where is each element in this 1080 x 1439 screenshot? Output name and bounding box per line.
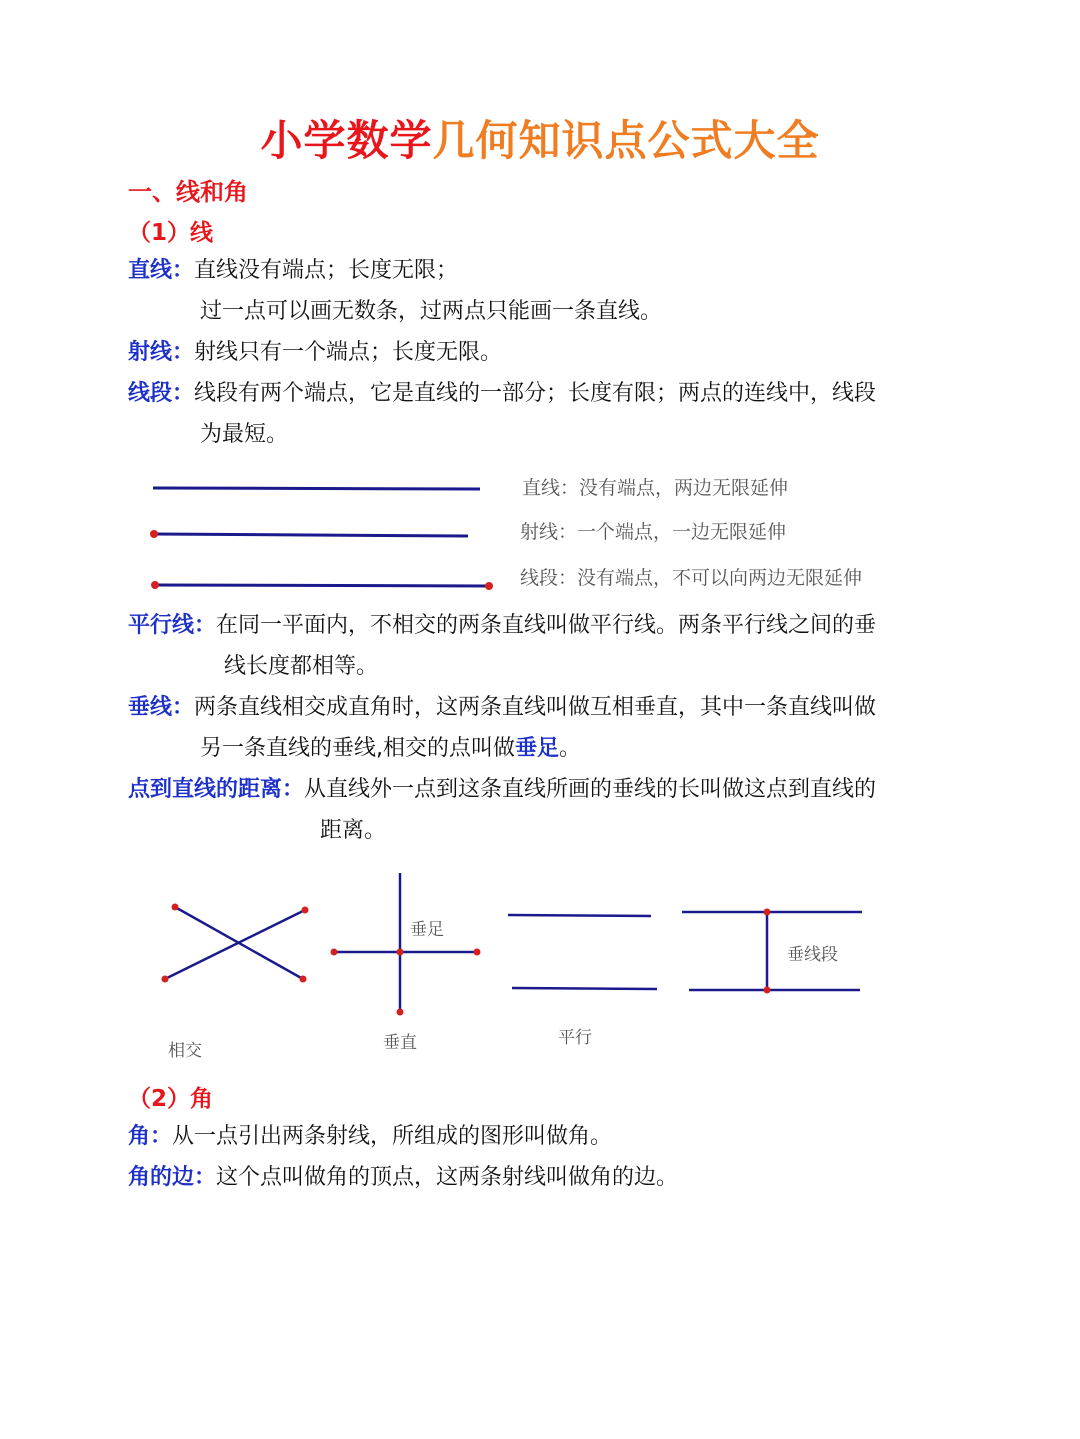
perp-seg-dot-top: [764, 909, 771, 916]
angle-side-term: 角的边：: [128, 1165, 217, 1190]
parallel-definition: [128, 605, 876, 646]
intersect-dot: [300, 976, 307, 983]
angle-text: 从一点引出两条射线，所组成的图形叫做角。: [172, 1124, 613, 1149]
ray-term: 射线：: [128, 340, 195, 365]
perpendicular-term: 垂线：: [128, 695, 195, 720]
label-intersect: 相交: [168, 1041, 202, 1061]
distance-text-2: 距离。: [320, 818, 387, 843]
segment-endpoint-right: [485, 582, 493, 590]
perpendicular-text-2c: 。: [559, 736, 582, 761]
intersect-dot: [162, 976, 169, 983]
label-parallel: 平行: [558, 1028, 592, 1048]
figure-ray: [154, 534, 468, 536]
distance-definition: [128, 769, 876, 810]
perpendicular-line-2: [200, 728, 581, 769]
angle-side-definition: [128, 1157, 678, 1198]
parallel-text-2: 线长度都相等。: [224, 654, 379, 679]
figure-ray-label: 射线：一个端点，一边无限延伸: [520, 521, 787, 543]
perpendicular-definition: [128, 687, 876, 728]
angle-definition: [128, 1116, 612, 1157]
angle-term: 角：: [128, 1124, 173, 1149]
line-text-1: 直线没有端点；长度无限；: [194, 258, 459, 283]
ray-text: 射线只有一个端点；长度无限。: [194, 340, 503, 365]
perpendicular-text-2a: 另一条直线的垂线,相交的点叫做: [200, 736, 515, 761]
perpendicular-text-1: 两条直线相交成直角时，这两条直线叫做互相垂直，其中一条直线叫做: [194, 695, 877, 720]
parallel-line-top: [508, 915, 651, 916]
perp-foot-dot: [397, 949, 404, 956]
label-perpendicular: 垂直: [383, 1033, 417, 1053]
ray-endpoint: [150, 530, 158, 538]
intersect-dot: [172, 904, 179, 911]
figure-line: [153, 488, 480, 489]
segment-text-1: 线段有两个端点，它是直线的一部分；长度有限；两点的连线中，线段: [194, 381, 877, 406]
perp-dot: [331, 949, 338, 956]
label-foot: 垂足: [410, 920, 444, 940]
intersect-dot: [302, 907, 309, 914]
section-heading-lines-angles: 一、线和角: [128, 178, 248, 206]
title-part2: 几何知识点公式大全: [432, 116, 820, 165]
angle-side-text: 这个点叫做角的顶点，这两条射线叫做角的边。: [216, 1165, 679, 1190]
segment-term: 线段：: [128, 381, 195, 406]
figure-line-label: 直线：没有端点，两边无限延伸: [522, 477, 789, 499]
title-part1: 小学数学: [260, 116, 433, 165]
perp-dot: [474, 949, 481, 956]
label-perp-segment: 垂线段: [787, 945, 838, 965]
line-text-2: 过一点可以画无数条，过两点只能画一条直线。: [200, 299, 663, 324]
distance-text-1: 从直线外一点到这条直线所画的垂线的长叫做这点到直线的: [304, 777, 877, 802]
figure-segment-label: 线段：没有端点，不可以向两边无限延伸: [520, 567, 863, 589]
parallel-line-bottom: [512, 988, 657, 989]
line-term: 直线：: [128, 258, 195, 283]
parallel-text-1: 在同一平面内，不相交的两条直线叫做平行线。两条平行线之间的垂: [216, 613, 877, 638]
segment-endpoint-left: [151, 581, 159, 589]
figure-segment: [155, 585, 489, 586]
subsection-heading-angles: （2）角: [128, 1086, 214, 1112]
perpendicular-foot-term: 垂足: [515, 736, 560, 761]
parallel-term: 平行线：: [128, 613, 217, 638]
subsection-heading-lines: （1）线: [128, 220, 214, 246]
distance-term: 点到直线的距离：: [128, 777, 305, 802]
perp-dot: [397, 1009, 404, 1016]
perp-seg-dot-bottom: [764, 987, 771, 994]
segment-text-2: 为最短。: [200, 422, 289, 447]
